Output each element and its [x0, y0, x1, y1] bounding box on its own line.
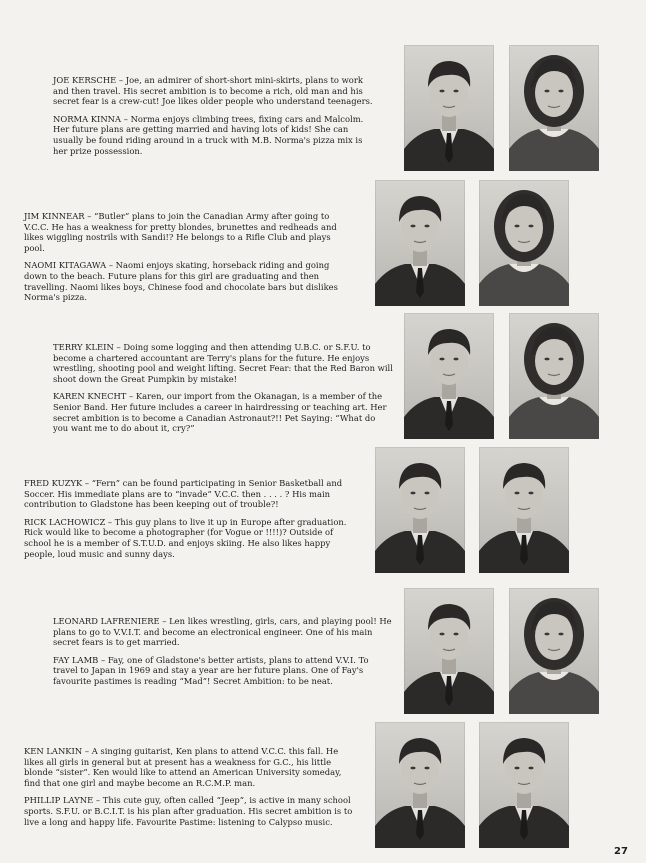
bio-group-3: [53, 342, 393, 441]
portrait-shape: [544, 90, 549, 93]
portrait-shape: [453, 90, 458, 93]
portrait-rick-lachowicz: [479, 447, 569, 573]
portrait-shape: [514, 225, 519, 228]
portrait-shape: [410, 492, 415, 495]
bio-phillip-layne: PHILLIP LAYNE – This cute guy, often called “Jeep”, is active in many school sports. S.F.U. or B.C.I.T. is his plan after graduation. His secret ambition is to live a long and happy life. Favourite Pastime: listening to Calypso music.: [24, 795, 353, 827]
bio-rick-lachowicz: RICK LACHOWICZ – This guy plans to live it up in Europe after graduation. Rick would like to become a photographer (for Vogue or !!!!)? Outside of school he is a member of S.T.U.D. and enjoys skiing. He also likes happy people, loud music and sunny days.: [24, 516, 347, 559]
bio-group-5: [53, 616, 393, 694]
portrait-phillip-layne: [479, 722, 569, 848]
bio-group-1: [53, 75, 375, 163]
portrait-silhouette: [509, 313, 599, 439]
bio-group-6: [24, 746, 359, 834]
portrait-karen-knecht: [509, 313, 599, 439]
portrait-shape: [558, 90, 563, 93]
portrait-shape: [439, 90, 444, 93]
portrait-shape: [544, 633, 549, 636]
portrait-silhouette: [509, 45, 599, 171]
bio-ken-lankin: KEN LANKIN – A singing guitarist, Ken plans to attend V.C.C. this fall. He likes all girls in general but at present has a weakness for G.C., his little blonde “sister”. Ken would like to attend an American University someday, find that one girl and maybe become an R.C.M.P. man.: [24, 746, 342, 788]
bio-norma-kinna: NORMA KINNA – Norma enjoys climbing trees, fixing cars and Malcolm. Her future plans are getting married and having lots of kids! She can usually be found riding around in a truck with M.B. Norma's pizza mix is her prize possession.: [53, 113, 364, 156]
portrait-silhouette: [404, 588, 494, 714]
portrait-silhouette: [375, 180, 465, 306]
portrait-shape: [544, 358, 549, 361]
portrait-shape: [453, 633, 458, 636]
bio-fay-lamb: FAY LAMB – Fay, one of Gladstone's better artists, plans to attend V.V.I. To travel to Japan in 1969 and stay a year are her future plans. One of Fay's favourite pastimes is reading “Mad”! Secret Ambition: to be neat.: [53, 654, 369, 686]
portrait-silhouette: [479, 180, 569, 306]
portrait-leonard-lafreniere: [404, 588, 494, 714]
portrait-shape: [424, 492, 429, 495]
portrait-terry-klein: [404, 313, 494, 439]
portrait-shape: [528, 225, 533, 228]
portrait-silhouette: [375, 722, 465, 848]
portrait-shape: [514, 492, 519, 495]
portrait-shape: [439, 358, 444, 361]
portrait-silhouette: [509, 588, 599, 714]
portrait-silhouette: [375, 447, 465, 573]
portrait-silhouette: [479, 722, 569, 848]
portrait-shape: [410, 767, 415, 770]
portrait-silhouette: [404, 45, 494, 171]
bio-leonard-lafreniere: LEONARD LAFRENIERE – Len likes wrestling, girls, cars, and playing pool! He plans to go to V.V.I.T. and become an electronical engineer. One of his main secret fears is to get married.: [53, 616, 392, 648]
bio-karen-knecht: KAREN KNECHT – Karen, our import from the Okanagan, is a member of the Senior Band. Her future includes a career in hairdressing or teaching art. Her secret ambition is to become a Canadian Astronaut?!! Pet Saying: “What do you want me to do about it, cry?”: [53, 391, 387, 434]
portrait-silhouette: [479, 447, 569, 573]
bio-group-4: [24, 478, 359, 566]
portrait-fred-kuzyk: [375, 447, 465, 573]
bio-terry-klein: TERRY KLEIN – Doing some logging and then attending U.B.C. or S.F.U. to become a chartered accountant are Terry's plans for the future. He enjoys wrestling, shooting pool and weight lifting. Secret Fear: that the Red Baron will shoot down the Great Pumpkin by mistake!: [53, 342, 393, 384]
bio-group-2: [24, 211, 346, 310]
portrait-shape: [528, 767, 533, 770]
portrait-shape: [410, 225, 415, 228]
bio-joe-kersche: JOE KERSCHE – Joe, an admirer of short-short mini-skirts, plans to work and then travel. His secret ambition is to become a rich, old man and his secret fear is a crew-cut! Joe likes older people who understand teenagers.: [53, 75, 373, 107]
portrait-naomi-kitagawa: [479, 180, 569, 306]
portrait-joe-kersche: [404, 45, 494, 171]
portrait-shape: [424, 225, 429, 228]
portrait-shape: [439, 633, 444, 636]
portrait-shape: [424, 767, 429, 770]
bio-fred-kuzyk: FRED KUZYK – “Fern” can be found participating in Senior Basketball and Soccer. His immediate plans are to “invade” V.C.C. then . . . . ? His main contribution to Gladstone has been keeping out of trouble?!: [24, 478, 343, 510]
portrait-fay-lamb: [509, 588, 599, 714]
portrait-norma-kinna: [509, 45, 599, 171]
portrait-shape: [528, 492, 533, 495]
page-number: 27: [614, 846, 628, 857]
bio-naomi-kitagawa: NAOMI KITAGAWA – Naomi enjoys skating, horseback riding and going down to the beach. Future plans for this girl are graduating and then travelling. Naomi likes boys, Chinese food and chocolate bars but dislikes Norma's pizza.: [24, 260, 338, 303]
portrait-silhouette: [404, 313, 494, 439]
portrait-shape: [453, 358, 458, 361]
portrait-shape: [558, 358, 563, 361]
portrait-shape: [558, 633, 563, 636]
bio-jim-kinnear: JIM KINNEAR – “Butler” plans to join the Canadian Army after going to V.C.C. He has a weakness for pretty blondes, brunettes and redheads and likes wiggling nostrils with Sandi!? He belongs to a Rifle Club and plays pool.: [24, 211, 337, 253]
portrait-ken-lankin: [375, 722, 465, 848]
portrait-shape: [514, 767, 519, 770]
portrait-jim-kinnear: [375, 180, 465, 306]
